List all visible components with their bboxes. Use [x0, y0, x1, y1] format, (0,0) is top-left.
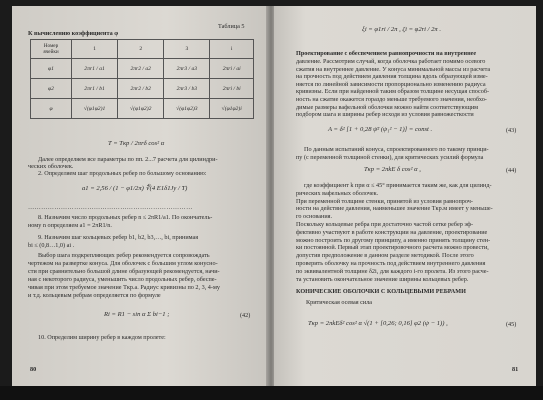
equation-number: (42)	[240, 312, 251, 319]
table-cell: 2πr2 / b2	[118, 79, 164, 99]
table-caption: К вычислению коэффициента φ	[28, 30, 119, 37]
table-cell: 2πr2 / a2	[118, 59, 164, 79]
paragraph-line: 10. Определим ширину ребер в каждом пролете:	[38, 334, 166, 341]
paragraph-line: 9. Назначим шаг кольцевых ребер b1, b2, b3,…, bi, принимая	[38, 234, 199, 241]
page-number: 80	[30, 366, 37, 373]
formula-t: T = Tкр / 2πrδ cos² α	[108, 140, 165, 147]
paragraph-line: димые размеры вафельной оболочки можно найти соответствующим	[296, 103, 479, 111]
paragraph-line: Выбор шага подкрепляющих ребер рекомендуется сопровождать	[38, 252, 210, 259]
formula-a: a1 = 2,56 / (1 − φ1/2π) ∜(4 E1δ1Jy / T)	[82, 185, 188, 192]
paragraph-line: ность на сжатие окажется гораздо меньше требуемого значения, необхо-	[296, 96, 487, 103]
table-row-label: φ2	[31, 79, 72, 99]
table-cell: √(φ1φ2)i	[210, 99, 254, 119]
formula-top: ξi = φ1ri / 2π , ζi = φ2ri / 2π .	[362, 26, 442, 33]
paragraph-line: где коэффициент k при α ≤ 45° принимается таким же, как для цилинд-	[304, 182, 492, 189]
bottom-shadow	[0, 386, 543, 400]
paragraph-line: давление. Рассмотрим случай, когда оболочка работает помимо осевого	[296, 58, 486, 65]
table-col-header: 3	[164, 40, 210, 59]
formula-tkr: Tкр = 2πkE δ cos² α ,	[364, 166, 421, 173]
paragraph-line: ному n определяем a1 = 2πR1/n.	[28, 222, 112, 229]
paragraph-line: ки постоянной. Первый этап проектировочного расчета можно провести,	[296, 244, 489, 252]
table-cell: √(φ1φ2)1	[72, 99, 118, 119]
coefficient-table	[30, 39, 254, 119]
paragraph-line: сжатия на внутреннее давление. У конуса минимальной массы из расчета	[296, 65, 491, 73]
paragraph-line: рических вафельных оболочек.	[296, 189, 379, 197]
table-cell: 2πr3 / b3	[164, 79, 210, 99]
table-cell: 2πr1 / b1	[72, 79, 118, 99]
paragraph-line: bi ≤ (0,8…1,0) ai .	[28, 242, 75, 249]
ellipsis-line: …………………………………………………………………	[28, 204, 193, 211]
paragraph-line: по эквивалентной толщине δ2i, для каждого i-го пролета. Из этого расче-	[296, 267, 489, 275]
chapter-heading: КОНИЧЕСКИЕ ОБОЛОЧКИ С КОЛЬЦЕВЫМИ РЕБРАМИ	[296, 288, 466, 295]
table-col-header: 2	[118, 40, 164, 59]
table-cell: 2πr1 / a1	[72, 59, 118, 79]
table-cell: 2πri / bi	[210, 79, 254, 99]
paragraph-line: 2. Определяем шаг продольных ребер по большому основанию:	[38, 170, 207, 177]
paragraph-line: сти при сравнительно большой длине образующей рекомендуется, начи-	[28, 268, 220, 275]
paragraph-line: и т.д. кольцевым ребрам определяется по формуле	[28, 292, 161, 299]
table-row-label: φ1	[31, 59, 72, 79]
formula-r: Ri = R1 − sin α Σ bi−1 ;	[104, 311, 170, 318]
equation-number: (45)	[506, 321, 517, 328]
paragraph-line: проверить оболочку на прочность под действием внутреннего давления	[296, 260, 486, 267]
paragraph-line: на прочность под действием давления толщина вдоль образующей изме-	[296, 73, 488, 81]
table-col-header: 1	[72, 40, 118, 59]
table-number: Таблица 5	[218, 23, 245, 30]
paragraph-line: фективно участвуют в работе конструкции на давление, проектирование	[296, 228, 488, 236]
table-corner: Номер ячейки	[31, 40, 72, 59]
paragraph-line: можно построить по другому принципу, а именно принять толщину стен-	[296, 236, 491, 244]
paragraph-line: Поскольку кольцевые ребра при достаточно частой сетке ребер эф-	[296, 221, 474, 228]
paragraph-line: Далее определяем все параметры по пп. 2...7 расчета для цилиндри-	[38, 156, 218, 163]
table-cell: 2πri / ai	[210, 59, 254, 79]
table-col-header: i	[210, 40, 254, 59]
table-cell: √(φ1φ2)2	[118, 99, 164, 119]
right-page	[274, 6, 536, 386]
paragraph-line: кривизны. Если при найденной таким образом толщине несущая способ-	[296, 88, 490, 96]
paragraph-line: 8. Назначим число продольных ребер n ≤ 2πR1/a1. По окончатель-	[38, 214, 213, 221]
paragraph-line: чивая при этом требуемое значение Tкр.а. Радиус кривизны по 2, 3, 4-му	[28, 284, 220, 291]
paragraph-line: ности на действие давления, наименьшее значение Tкр.м имеет у меньше-	[296, 205, 493, 213]
subheading: Критическая осевая сила	[306, 299, 373, 306]
paragraph-line: го основания.	[296, 213, 333, 221]
paragraph-line: При переменной толщине стенки, принятой из условия равнопроч-	[296, 197, 473, 205]
page-number: 81	[512, 366, 519, 373]
formula-a-const: A = δ² [1 + 0,28 ψ̄² (ψ₁² − 1)] = const .	[328, 126, 433, 133]
formula-last: Tкр = 2πkEδ² cos² α √(1 + [0,26; 0,16] φ2 (ψ − 1)) ,	[308, 320, 448, 327]
paragraph-line: няется по линейной зависимости пропорционально изменению радиуса	[296, 80, 486, 88]
table-cell: √(φ1φ2)3	[164, 99, 210, 119]
paragraph-line: ческих оболочек.	[28, 163, 74, 170]
left-page	[12, 6, 270, 386]
equation-number: (43)	[506, 127, 517, 134]
equation-number: (44)	[506, 167, 517, 174]
paragraph-line: допустив предположение в данном разделе методикой. После этого	[296, 252, 474, 260]
paragraph-line: та установить окончательное значение ширины кольцевых ребер.	[296, 275, 469, 283]
paragraph-line: пу (с переменной толщиной стенки), для критических усилий формула	[296, 153, 484, 161]
section-heading: Проектирование с обеспечением равнопрочности на внутреннее	[296, 50, 477, 57]
table-row-label: φ	[31, 99, 72, 119]
paragraph-line: По данным испытаний конуса, спроектированного по такому принци-	[304, 146, 489, 153]
table-cell: 2πr3 / a3	[164, 59, 210, 79]
paragraph-line: чертежом на развертке конуса. Для оболочек с большим углом конусно-	[28, 260, 218, 267]
paragraph-line: подбором шага и ширины ребер исходя из условия равножесткости	[296, 111, 474, 119]
paragraph-line: ная с некоторого радиуса, уменьшить число продольных ребер, обеспе-	[28, 276, 217, 283]
